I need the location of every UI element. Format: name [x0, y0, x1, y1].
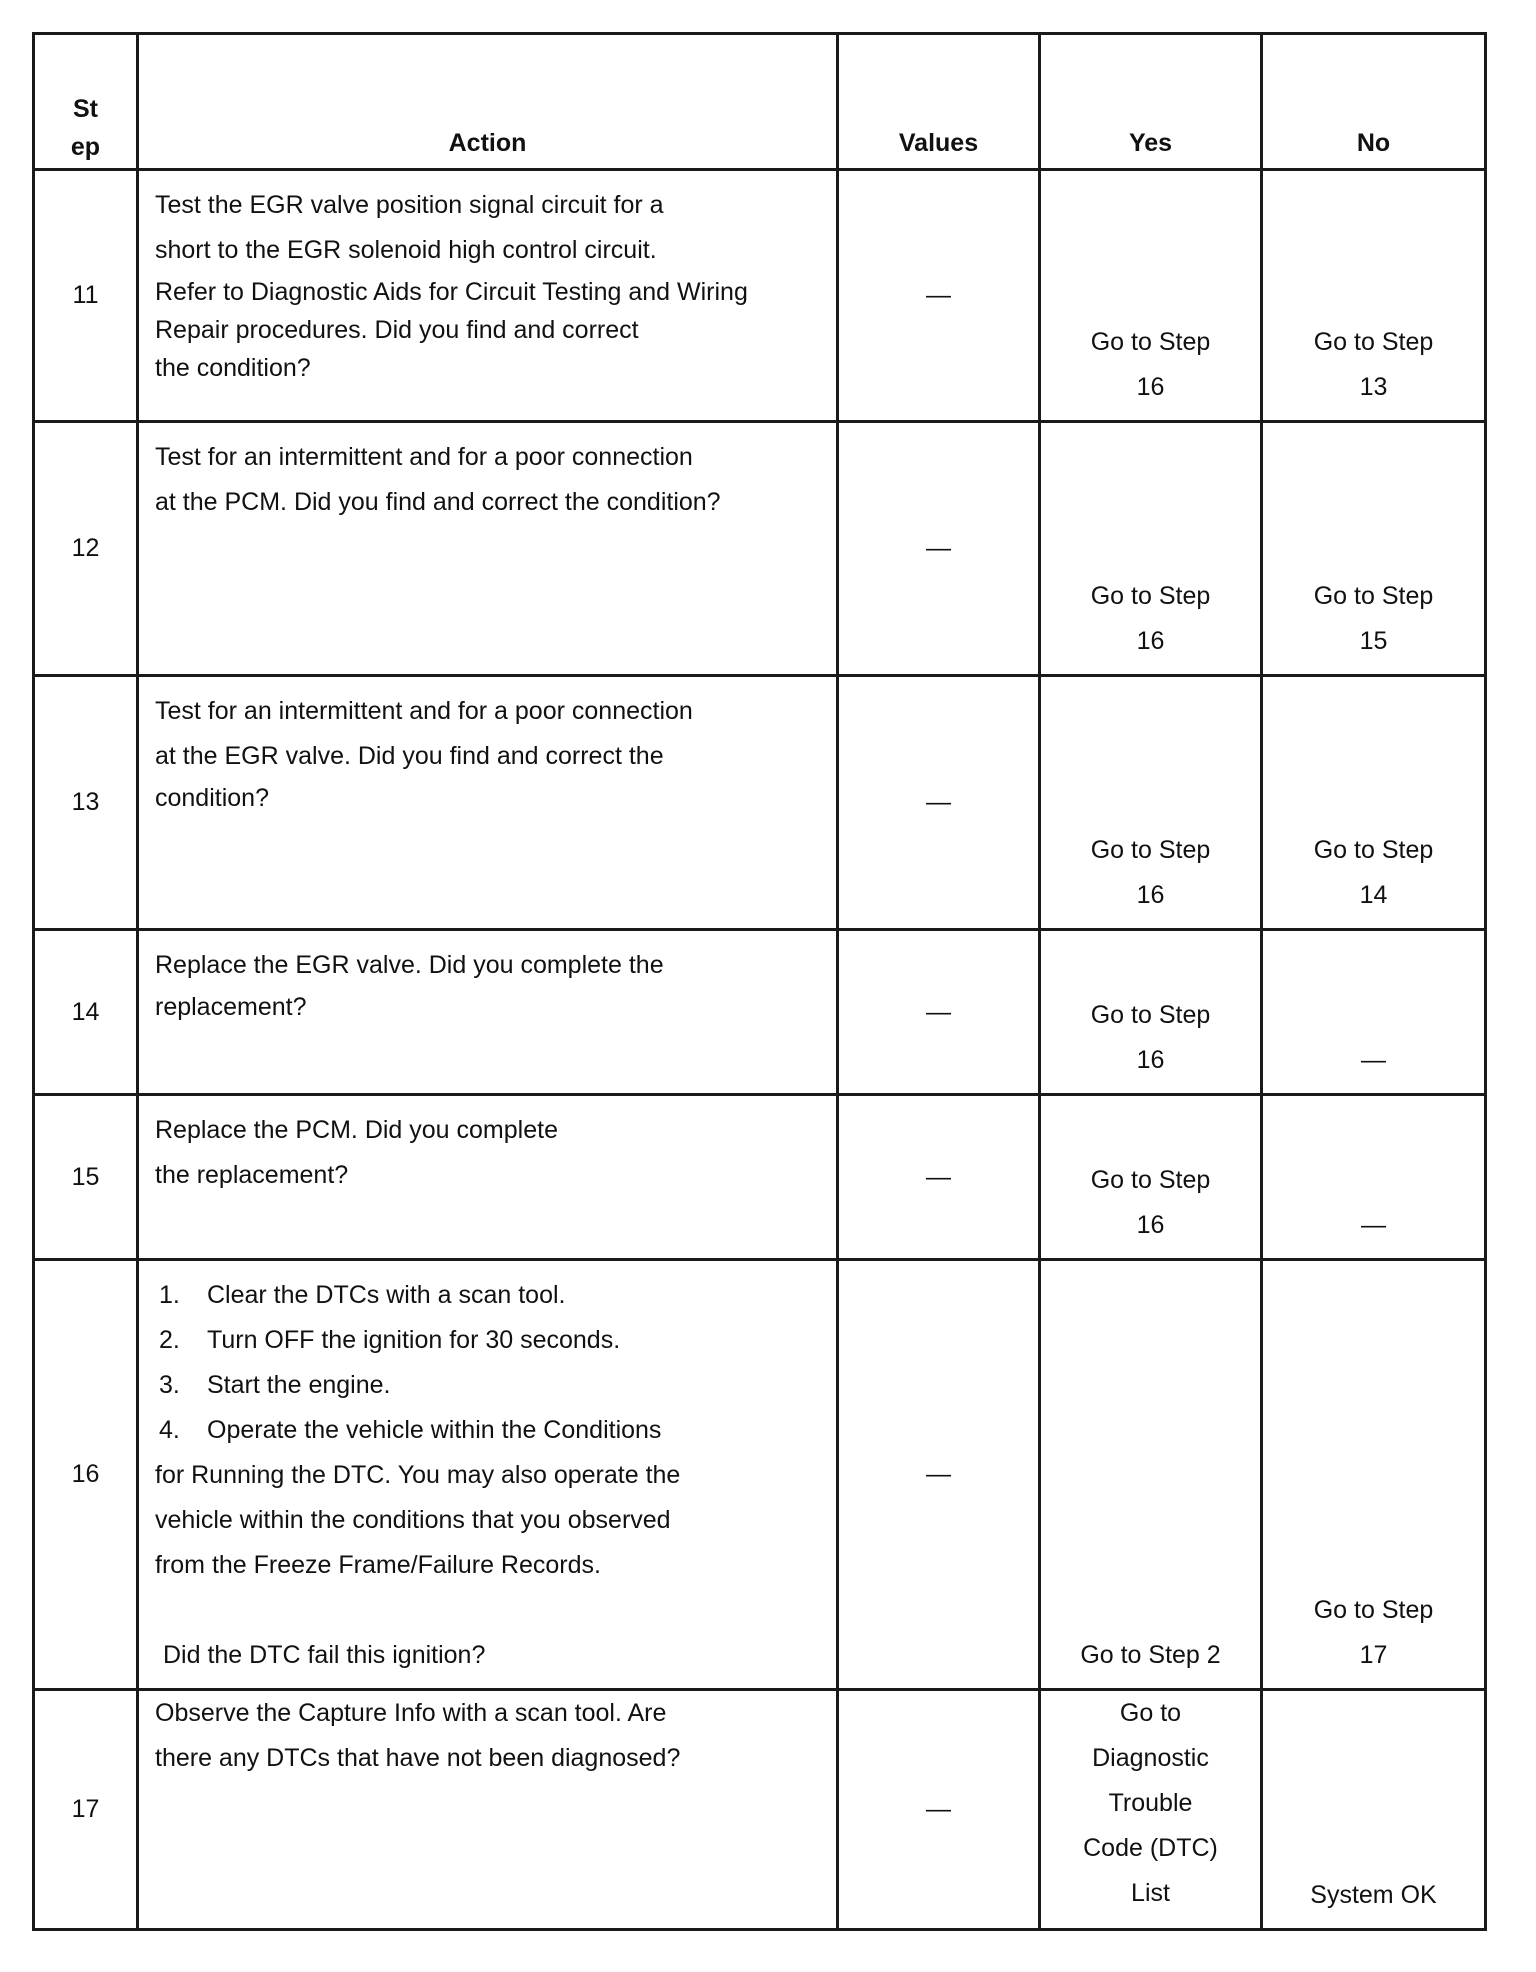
- table-header-row: [34, 34, 1486, 170]
- action-cell: [138, 1260, 838, 1690]
- no-cell: [1262, 170, 1486, 422]
- diagnostic-steps-table: [32, 32, 1487, 1931]
- no-line: 13: [1359, 373, 1388, 401]
- table-row: [34, 170, 1486, 422]
- action-cell: [138, 1095, 838, 1260]
- list-item-text: Clear the DTCs with a scan tool.: [207, 1281, 566, 1309]
- yes-line: Trouble: [1108, 1789, 1193, 1817]
- yes-line: Go to Step: [1090, 1001, 1211, 1029]
- list-item-number: 3.: [159, 1371, 180, 1399]
- yes-line: 16: [1136, 627, 1165, 655]
- no-line: —: [1361, 1211, 1386, 1239]
- yes-line: 16: [1136, 1046, 1165, 1074]
- header-values: Values: [838, 34, 1040, 170]
- header-step: [34, 34, 138, 170]
- no-cell: [1262, 1690, 1486, 1930]
- step-number: 13: [34, 676, 138, 930]
- table-row: [34, 422, 1486, 676]
- yes-cell: [1040, 422, 1262, 676]
- yes-line: Go to Step: [1090, 582, 1211, 610]
- yes-line: Diagnostic: [1092, 1744, 1209, 1772]
- yes-line: Go to Step: [1090, 836, 1211, 864]
- no-cell: [1262, 422, 1486, 676]
- action-line: condition?: [155, 784, 269, 812]
- table-row: [34, 676, 1486, 930]
- table-row: [34, 930, 1486, 1095]
- action-line: the condition?: [155, 354, 311, 382]
- yes-line: 16: [1136, 881, 1165, 909]
- yes-line: Code (DTC): [1083, 1834, 1218, 1862]
- header-step-line-2: ep: [70, 133, 101, 161]
- yes-cell: [1040, 170, 1262, 422]
- table-row: [34, 1260, 1486, 1690]
- table-row: [34, 1690, 1486, 1930]
- action-cell: [138, 1690, 838, 1930]
- header-action: Action: [138, 34, 838, 170]
- step-number: 15: [34, 1095, 138, 1260]
- diagnostic-table-sheet: [32, 32, 1487, 1931]
- yes-line: Go to Step 2: [1080, 1641, 1221, 1669]
- no-line: Go to Step: [1313, 582, 1434, 610]
- action-cell: [138, 422, 838, 676]
- no-line: 17: [1359, 1641, 1388, 1669]
- no-line: Go to Step: [1313, 836, 1434, 864]
- step-number: 12: [34, 422, 138, 676]
- values-cell: —: [838, 676, 1040, 930]
- values-cell: —: [838, 1690, 1040, 1930]
- action-line: at the PCM. Did you find and correct the condition?: [155, 488, 721, 516]
- action-line: short to the EGR solenoid high control circuit.: [155, 236, 657, 264]
- action-line: from the Freeze Frame/Failure Records.: [155, 1551, 601, 1579]
- list-item: [155, 1273, 822, 1318]
- header-yes: Yes: [1040, 34, 1262, 170]
- yes-cell: [1040, 1260, 1262, 1690]
- no-line: Go to Step: [1313, 1596, 1434, 1624]
- step-number: 11: [34, 170, 138, 422]
- yes-cell: [1040, 676, 1262, 930]
- no-cell: [1262, 1260, 1486, 1690]
- no-line: —: [1361, 1046, 1386, 1074]
- no-cell: [1262, 676, 1486, 930]
- spacer: [155, 1588, 822, 1633]
- step-number: 16: [34, 1260, 138, 1690]
- yes-line: Go to: [1119, 1699, 1182, 1727]
- action-cell: [138, 170, 838, 422]
- action-line: at the EGR valve. Did you find and correct the: [155, 742, 664, 770]
- action-line: replacement?: [155, 993, 307, 1021]
- action-line: Replace the EGR valve. Did you complete the: [155, 951, 664, 979]
- values-cell: —: [838, 1260, 1040, 1690]
- list-item: [155, 1408, 822, 1453]
- action-cell: [138, 676, 838, 930]
- list-item-text: Start the engine.: [207, 1371, 391, 1399]
- list-item-text: Operate the vehicle within the Conditions: [207, 1416, 662, 1444]
- action-line: Repair procedures. Did you find and correct: [155, 316, 639, 344]
- action-line: Test for an intermittent and for a poor connection: [155, 443, 693, 471]
- header-no: No: [1262, 34, 1486, 170]
- list-item: [155, 1363, 822, 1408]
- yes-cell: [1040, 1690, 1262, 1930]
- no-line: Go to Step: [1313, 328, 1434, 356]
- table-row: [34, 1095, 1486, 1260]
- action-line: there any DTCs that have not been diagnosed?: [155, 1744, 681, 1772]
- yes-line: List: [1131, 1879, 1170, 1907]
- action-line: Replace the PCM. Did you complete: [155, 1116, 558, 1144]
- no-line: System OK: [1310, 1881, 1437, 1909]
- no-cell: [1262, 930, 1486, 1095]
- list-item: [155, 1318, 822, 1363]
- header-step-line-1: St: [73, 95, 98, 123]
- list-item-number: 2.: [159, 1326, 180, 1354]
- yes-line: Go to Step: [1090, 328, 1211, 356]
- yes-line: 16: [1136, 373, 1165, 401]
- no-line: 14: [1359, 881, 1388, 909]
- action-line: Test the EGR valve position signal circuit for a: [155, 191, 664, 219]
- action-cell: [138, 930, 838, 1095]
- step-number: 14: [34, 930, 138, 1095]
- action-line: Observe the Capture Info with a scan tool. Are: [155, 1699, 667, 1727]
- action-line: vehicle within the conditions that you observed: [155, 1506, 671, 1534]
- action-line: the replacement?: [155, 1161, 349, 1189]
- values-cell: —: [838, 1095, 1040, 1260]
- no-cell: [1262, 1095, 1486, 1260]
- list-item-text: Turn OFF the ignition for 30 seconds.: [207, 1326, 621, 1354]
- list-item-number: 4.: [159, 1416, 180, 1444]
- values-cell: —: [838, 422, 1040, 676]
- values-cell: —: [838, 170, 1040, 422]
- action-line: Test for an intermittent and for a poor connection: [155, 697, 693, 725]
- yes-line: Go to Step: [1090, 1166, 1211, 1194]
- procedure-list: [155, 1273, 822, 1453]
- yes-cell: [1040, 930, 1262, 1095]
- action-question: Did the DTC fail this ignition?: [163, 1641, 486, 1669]
- yes-cell: [1040, 1095, 1262, 1260]
- action-line: Refer to Diagnostic Aids for Circuit Testing and Wiring: [155, 278, 748, 306]
- action-line: for Running the DTC. You may also operate the: [155, 1461, 681, 1489]
- list-item-number: 1.: [159, 1281, 180, 1309]
- no-line: 15: [1359, 627, 1388, 655]
- values-cell: —: [838, 930, 1040, 1095]
- step-number: 17: [34, 1690, 138, 1930]
- yes-line: 16: [1136, 1211, 1165, 1239]
